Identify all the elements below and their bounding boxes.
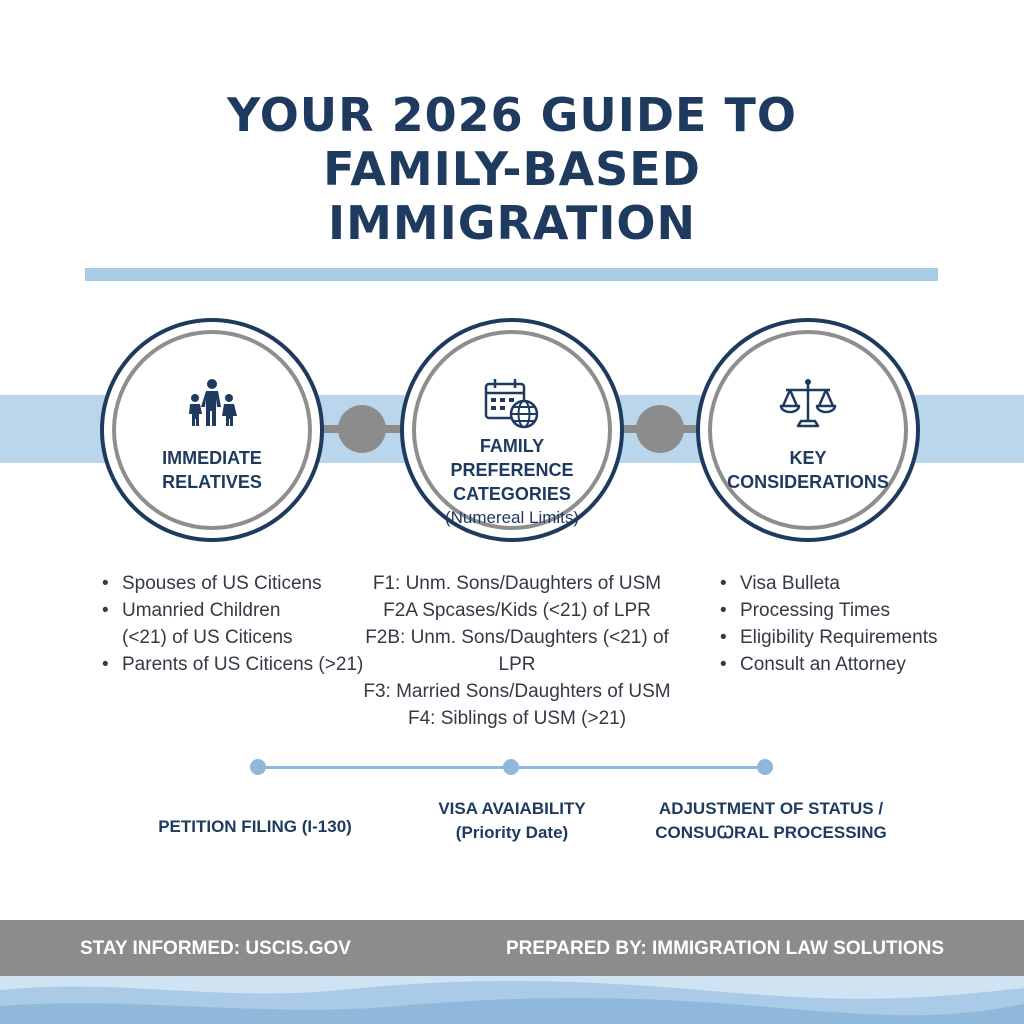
circle-label-line: KEY (789, 448, 827, 468)
list-item: F2B: Unm. Sons/Daughters (<21) of LPR (365, 627, 669, 675)
title-line-1: YOUR 2026 GUIDE TO (227, 88, 797, 142)
circle-sublabel: (Numereal Limits) (444, 508, 580, 527)
timeline-step-line: VISA AVAIABILITY (438, 799, 586, 818)
timeline-dot (250, 759, 266, 775)
list-item: F2A Spcases/Kids (<21) of LPR (383, 600, 651, 621)
circle-label-line: RELATIVES (162, 472, 262, 492)
list-item: (<21) of US Citicens (122, 627, 293, 648)
decorative-waves (0, 976, 1024, 1024)
timeline-dot (757, 759, 773, 775)
connector-node-right (636, 405, 684, 453)
family-icon (182, 376, 242, 430)
circle-label (722, 446, 894, 494)
calendar-globe-icon (482, 376, 542, 430)
timeline-step-line: ADJUSTMENT OF STATUS / (658, 799, 884, 818)
footer-bar (0, 920, 1024, 976)
footer-website: STAY INFORMED: USCIS.GOV (80, 938, 351, 959)
circle-label-line: CONSIDERATIONS (727, 472, 889, 492)
circle-immediate-relatives (100, 318, 324, 542)
circle-label-line: IMMEDIATE (162, 448, 262, 468)
list-item: • Eligibility Requirements (720, 624, 980, 651)
list-item: • Processing Times (720, 597, 980, 624)
list-item: • Visa Bulleta (720, 570, 980, 597)
scales-of-justice-icon (778, 376, 838, 430)
list-item: • Consult an Attorney (720, 651, 980, 678)
timeline-step-adjustment (636, 797, 906, 845)
footer-credit: PREPARED BY: IMMIGRATION LAW SOLUTIONS (505, 938, 944, 959)
circle-key-considerations (696, 318, 920, 542)
timeline-step-petition (130, 815, 380, 839)
title-line-3: IMMIGRATION (327, 196, 697, 250)
family-preference-list (352, 570, 682, 732)
timeline-dot (503, 759, 519, 775)
list-item: • Umanried Children (102, 597, 372, 624)
key-considerations-list (720, 570, 980, 678)
immediate-relatives-list (102, 570, 372, 678)
connector-node-left (338, 405, 386, 453)
list-item: F1: Unm. Sons/Daughters of USM (372, 573, 662, 594)
timeline-step-line: (Priority Date) (455, 823, 569, 842)
list-item: • Parents of US Citicens (>21) (102, 651, 372, 678)
page-title (0, 88, 1024, 250)
title-line-2: FAMILY-BASED (323, 142, 701, 196)
title-divider (85, 268, 938, 281)
timeline-step-line: PETITION FILING (I-130) (158, 817, 352, 836)
circle-label (426, 434, 598, 530)
list-item: F3: Married Sons/Daughters of USM (363, 681, 671, 702)
timeline-step-visa (392, 797, 632, 845)
circle-family-preference (400, 318, 624, 542)
circle-label-line: CATEGORIES (453, 484, 571, 504)
timeline-step-line: CONSUꞶRAL PROCESSING (655, 823, 887, 842)
list-item: • Spouses of US Citicens (102, 570, 372, 597)
circle-label (126, 446, 298, 494)
circle-label-line: FAMILY PREFERENCE (450, 436, 574, 480)
list-item: F4: Siblings of USM (>21) (407, 708, 627, 729)
